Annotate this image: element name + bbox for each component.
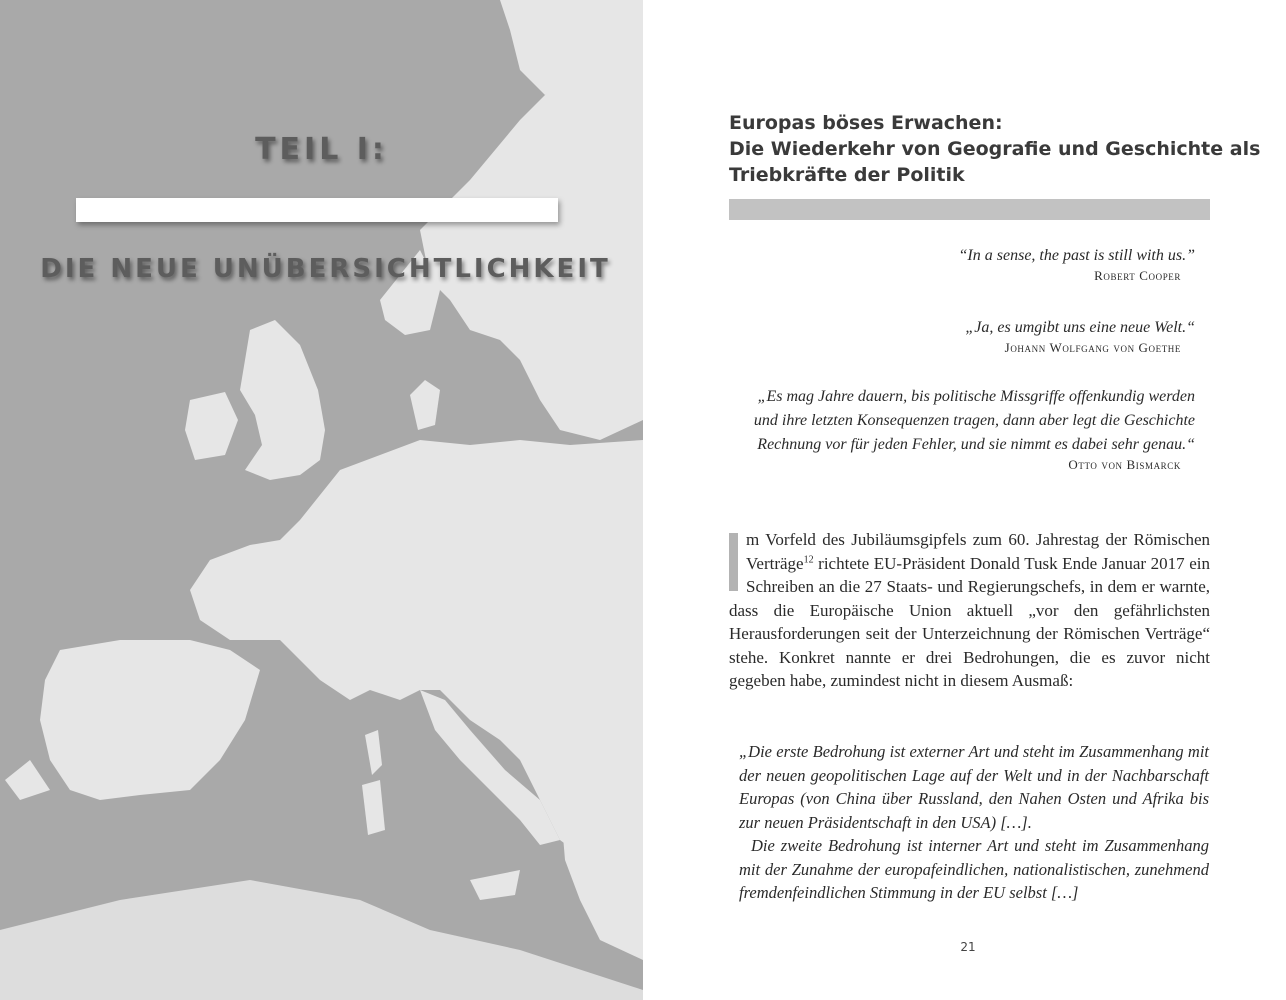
epigraph-author: Johann Wolfgang von Goethe: [1004, 340, 1181, 355]
drop-cap-initial: [729, 533, 738, 591]
part-label: TEIL I:: [255, 132, 388, 167]
chapter-heading: [729, 110, 1261, 188]
body-text-part-2: richtete EU-Präsident Donald Tusk Ende Januar 2017 ein Schreiben an die 27 Staats- und Regierungschefs, in dem er warnte, dass die Europäische Union aktuell „vor den gefährlichsten Herausforderungen seit der Unterzeichnung der Römischen Verträge“ stehe. Konkret nannte er drei Bedrohungen, die es zuvor nicht gegeben habe, zumindest nicht in diesem Ausmaß:: [729, 553, 1210, 690]
epigraph: [735, 385, 1195, 473]
body-text-part-1: m Vorfeld des Jubiläumsgipfels zum 60. Jahrestag der Römischen Verträge: [746, 530, 1210, 573]
block-quote-paragraph: „Die erste Bedrohung ist externer Art und steht im Zusammenhang mit der neuen geopolitischen Lage auf der Welt und in der Nachbarschaft Europas (von China über Russland, den Nahen Osten und Afrika bis zur neuen Präsidentschaft in den USA) […].: [739, 742, 1209, 832]
epigraph-quote: „Es mag Jahre dauern, bis politische Missgriffe offenkundig werden und ihre letzten Konsequenzen tragen, dann aber legt die Geschichte Rechnung vor für jeden Fehler, und sie nimmt es dabei sehr genau.“: [753, 388, 1195, 453]
page-number: 21: [960, 940, 976, 954]
title-divider-bar: [76, 198, 558, 222]
block-quote: [739, 740, 1209, 905]
chapter-heading-line-3: Triebkräfte der Politik: [729, 164, 965, 186]
right-page: [643, 0, 1286, 1000]
epigraph: [959, 244, 1195, 284]
epigraph-author: Robert Cooper: [1094, 268, 1181, 283]
heading-rule: [729, 199, 1210, 220]
block-quote-paragraph: Die zweite Bedrohung ist interner Art und steht im Zusammenhang mit der Zunahme der europafeindlichen, nationalistischen, zunehmend fremdenfeindlichen Stimmung in der EU selbst […]: [739, 836, 1209, 902]
chapter-heading-line-1: Europas böses Erwachen:: [729, 112, 1003, 134]
epigraph: [965, 316, 1195, 356]
epigraph-author: Otto von Bismarck: [1068, 457, 1181, 472]
epigraph-quote: „Ja, es umgibt uns eine neue Welt.“: [965, 319, 1195, 336]
part-subtitle: DIE NEUE UNÜBERSICHTLICHKEIT: [40, 254, 611, 284]
footnote-reference[interactable]: 12: [803, 553, 814, 565]
epigraph-quote: “In a sense, the past is still with us.”: [958, 247, 1195, 264]
body-paragraph: [729, 528, 1210, 693]
chapter-heading-line-2: Die Wiederkehr von Geografie und Geschichte als: [729, 138, 1261, 160]
